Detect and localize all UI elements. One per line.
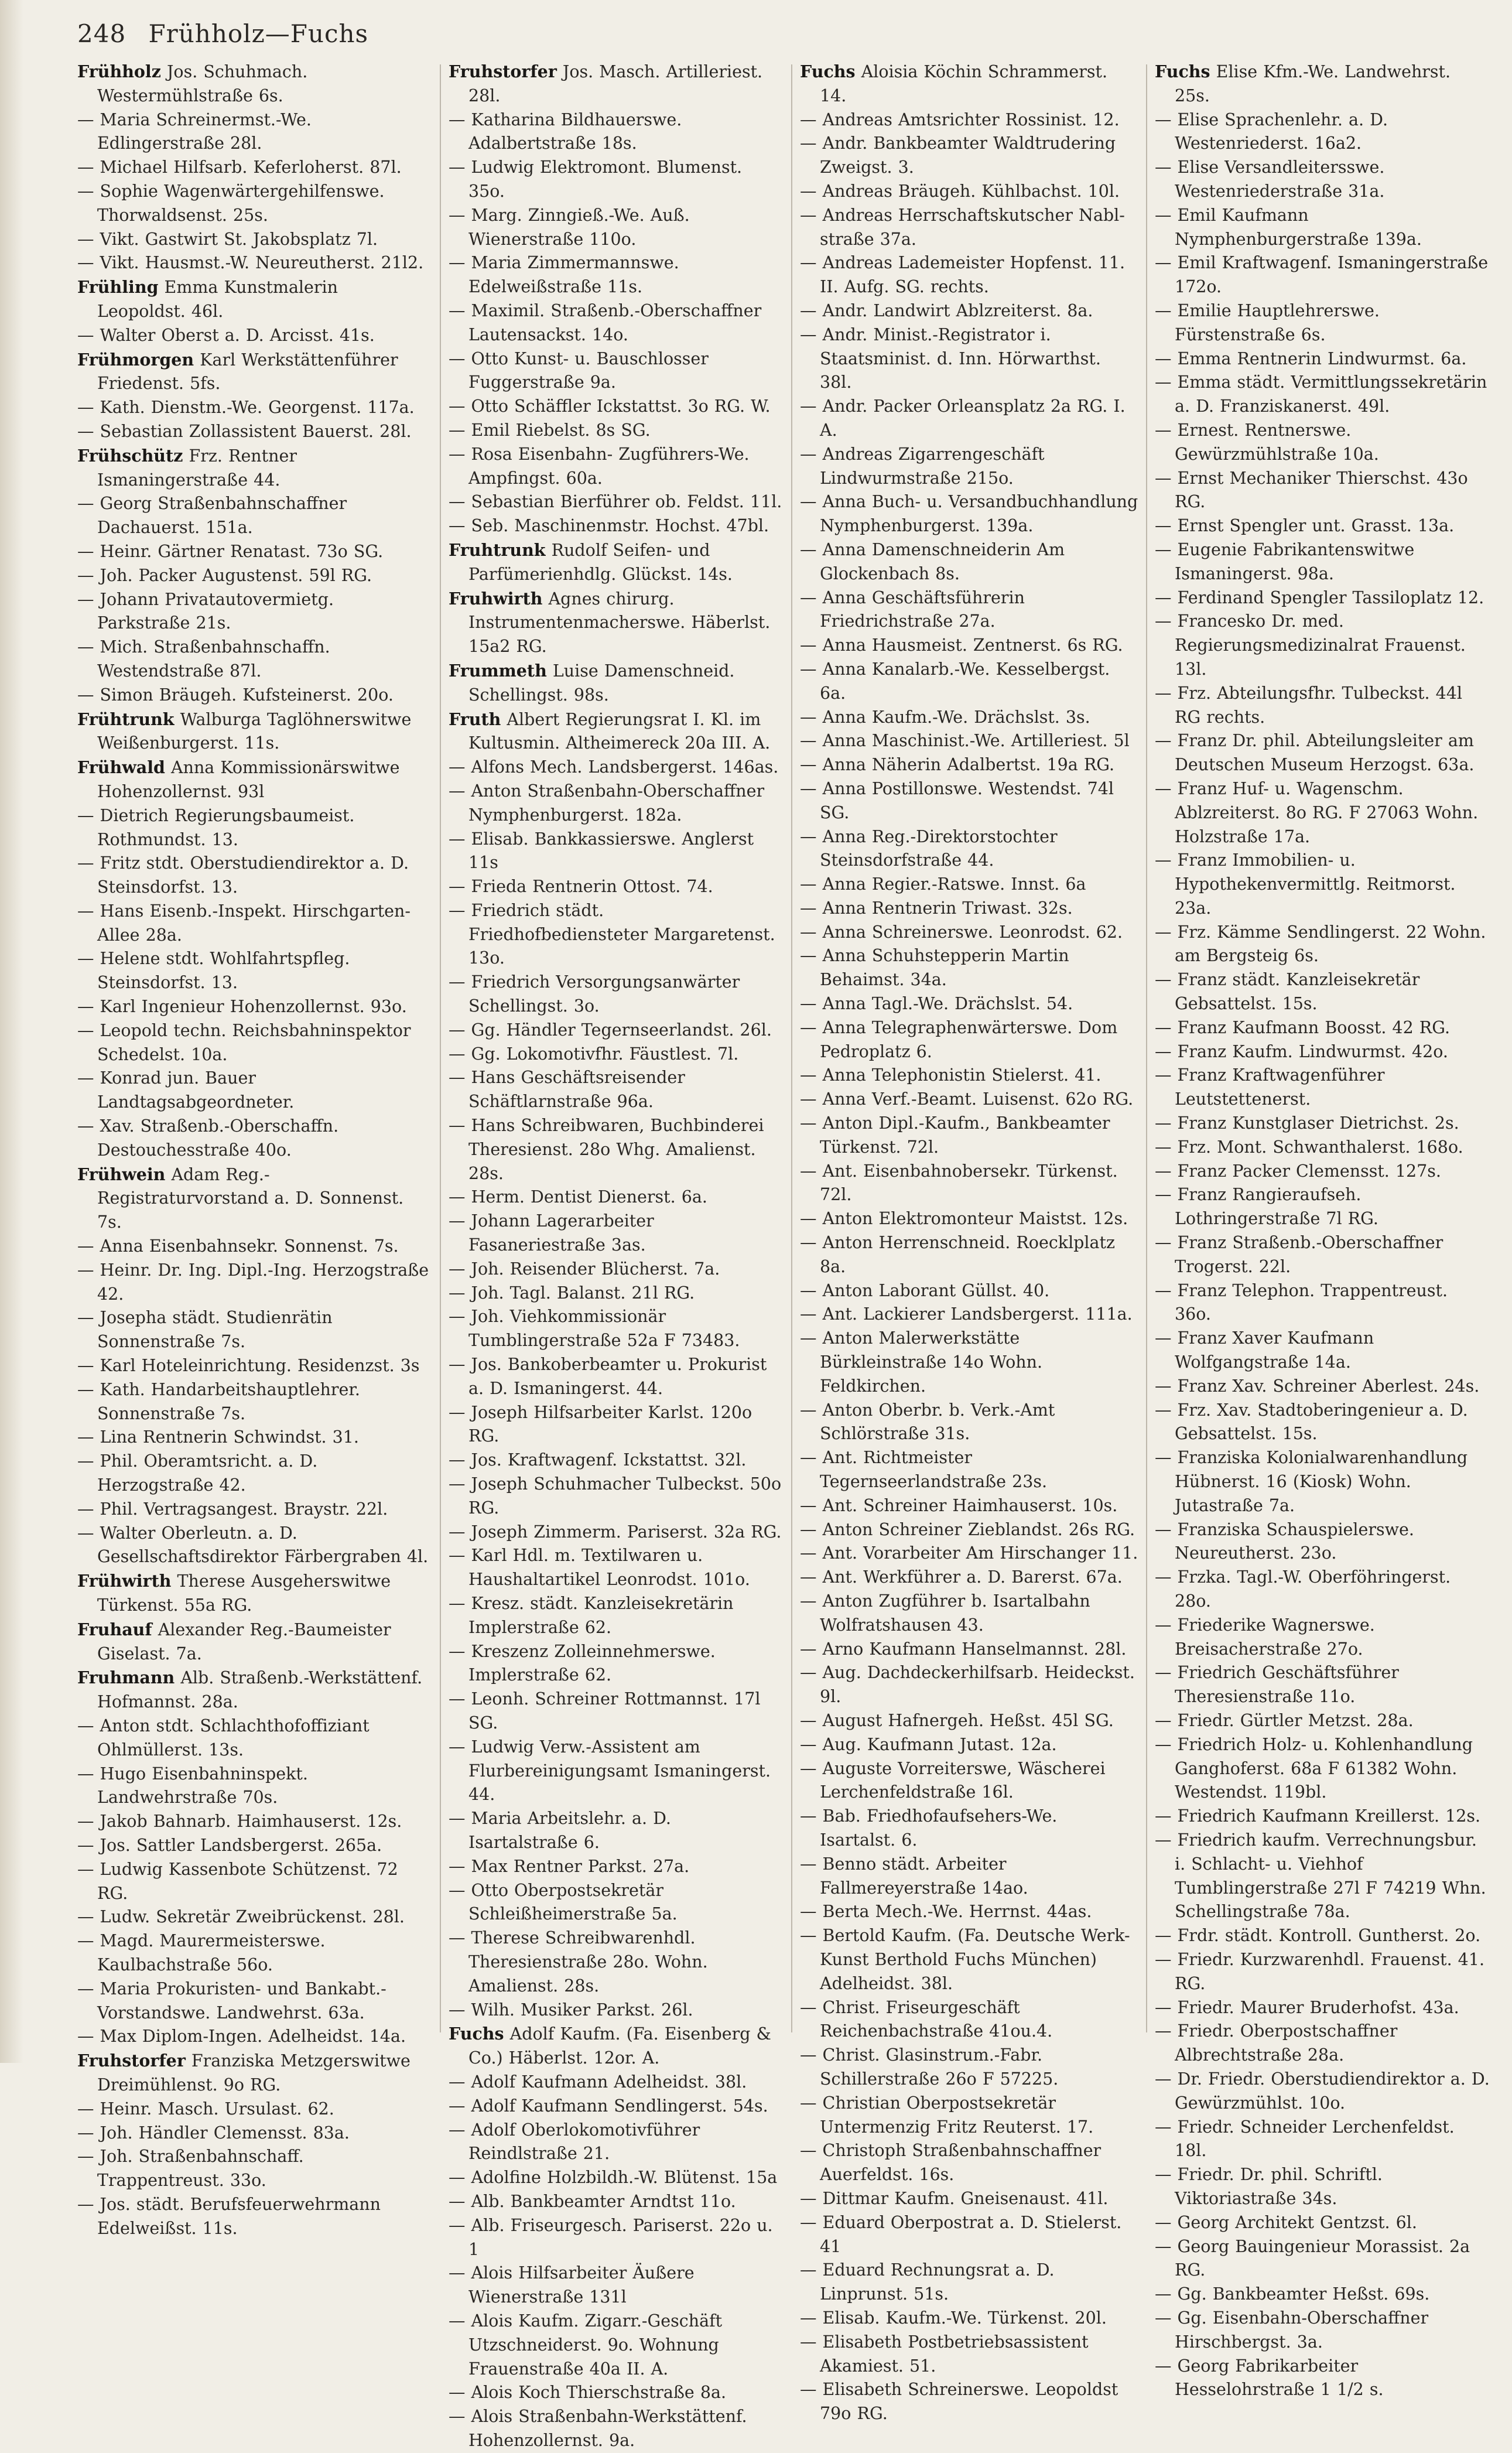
directory-entry: — Friedr. Schneider Lerchenfeldst. 18l.	[1155, 2117, 1455, 2161]
directory-entry: Fruhauf Alexander Reg.-Baumeister Giselast. 7a.	[77, 1619, 391, 1663]
directory-entry: — Anna Telephonistin Stielerst. 41.	[800, 1065, 1101, 1085]
directory-entry: Fruhmann Alb. Straßenb.-Werkstättenf. Hofmannst. 28a.	[77, 1668, 423, 1712]
directory-entry: — Heinr. Dr. Ing. Dipl.-Ing. Herzogstraße 42.	[77, 1260, 429, 1304]
directory-entry: — Eduard Oberpostrat a. D. Stielerst. 41	[800, 2212, 1122, 2256]
directory-entry: — Aug. Dachdeckerhilfsarb. Heideckst. 9l.	[800, 1663, 1135, 1707]
directory-entry: — Max Diplom-Ingen. Adelheidst. 14a.	[77, 2027, 406, 2047]
directory-entry: — Anna Schuhstepperin Martin Behaimst. 34a.	[800, 946, 1069, 990]
directory-entry: — Auguste Vorreiterswe, Wäscherei Lerchenfeldstraße 16l.	[800, 1758, 1106, 1802]
surname: Fuchs	[449, 2024, 504, 2044]
directory-entry: — Anton Straßenbahn-Oberschaffner Nymphenburgerst. 182a.	[449, 781, 765, 825]
directory-entry: — Dietrich Regierungsbaumeist. Rothmundst. 13.	[77, 805, 355, 849]
directory-entry: — Johann Lagerarbeiter Fasaneriestraße 3as.	[449, 1211, 654, 1255]
directory-entry: — Hans Eisenb.-Inspekt. Hirschgarten-Allee 28a.	[77, 901, 411, 945]
directory-entry: — Jos. Kraftwagenf. Ickstattst. 32l.	[449, 1450, 747, 1470]
directory-entry: — Leonh. Schreiner Rottmannst. 17l SG.	[449, 1689, 761, 1733]
directory-entry: — Joseph Schuhmacher Tulbeckst. 50o RG.	[449, 1474, 782, 1518]
directory-entry: Fruhstorfer Franziska Metzgerswitwe Dreimühlenst. 9o RG.	[77, 2051, 411, 2095]
directory-entry: — Gg. Eisenbahn-Oberschaffner Hirschbergst. 3a.	[1155, 2308, 1429, 2352]
directory-entry: Fuchs Elise Kfm.-We. Landwehrst. 25s.	[1155, 62, 1451, 105]
directory-entry: — Adolf Kaufmann Sendlingerst. 54s.	[449, 2096, 768, 2116]
directory-entry: — Anna Eisenbahnsekr. Sonnenst. 7s.	[77, 1236, 399, 1256]
directory-entry: — Jos. städt. Berufsfeuerwehrmann Edelweißst. 11s.	[77, 2194, 381, 2238]
directory-entry: — Mich. Straßenbahnschaffn. Westendstraße 87l.	[77, 637, 330, 681]
directory-entry: — Anton Malerwerkstätte Bürkleinstraße 14o Wohn. Feldkirchen.	[800, 1328, 1043, 1396]
directory-entry: — Andr. Minist.-Registrator i. Staatsminist. d. Inn. Hörwarthst. 38l.	[800, 324, 1101, 392]
column-2	[449, 60, 784, 2450]
directory-entry: — Franz Immobilien- u. Hypothekenvermittlg. Reitmorst. 23a.	[1155, 850, 1456, 918]
directory-entry: — Kath. Handarbeitshauptlehrer. Sonnenstraße 7s.	[77, 1379, 360, 1423]
directory-entry: — Walter Oberleutn. a. D. Gesellschaftsdirektor Färbergraben 4l.	[77, 1523, 429, 1567]
directory-entry: — Leopold techn. Reichsbahninspektor Schedelst. 10a.	[77, 1020, 411, 1064]
directory-entry: — Anna Rentnerin Triwast. 32s.	[800, 898, 1073, 918]
directory-entry: — Marg. Zinngieß.-We. Auß. Wienerstraße 110o.	[449, 205, 690, 249]
directory-entry: — Jos. Bankoberbeamter u. Prokurist a. D. Ismaningerst. 44.	[449, 1355, 767, 1398]
directory-entry: — Benno städt. Arbeiter Fallmereyerstraße 14ao.	[800, 1854, 1028, 1898]
scan-shadow	[0, 0, 23, 2063]
directory-entry: — Berta Mech.-We. Herrnst. 44as.	[800, 1902, 1092, 1922]
directory-entry: — Elisab. Kaufm.-We. Türkenst. 20l.	[800, 2308, 1107, 2328]
directory-entry: — Anna Kaufm.-We. Drächslst. 3s.	[800, 707, 1090, 727]
directory-entry: — Ant. Vorarbeiter Am Hirschanger 11.	[800, 1543, 1138, 1563]
directory-entry: — Joh. Händler Clemensst. 83a.	[77, 2123, 350, 2143]
directory-entry: — Alois Kaufm. Zigarr.-Geschäft Utzschneiderst. 9o. Wohnung Frauenstraße 40a II. A.	[449, 2311, 723, 2379]
directory-entry: — Katharina Bildhauerswe. Adalbertstraße 18s.	[449, 110, 682, 153]
directory-entry: — Anna Kanalarb.-We. Kesselbergst. 6a.	[800, 659, 1110, 703]
directory-entry: — Anton Schreiner Zieblandst. 26s RG.	[800, 1519, 1135, 1539]
directory-entry: — Bab. Friedhofaufsehers-We. Isartalst. 6.	[800, 1806, 1058, 1850]
directory-entry: — Friedrich Kaufmann Kreillerst. 12s.	[1155, 1806, 1481, 1826]
directory-entry: Fuchs Adolf Kaufm. (Fa. Eisenberg & Co.) Häberlst. 12or. A.	[449, 2024, 771, 2068]
page-number: 248	[77, 19, 126, 48]
directory-entry: — Jakob Bahnarb. Haimhauserst. 12s.	[77, 1812, 402, 1832]
directory-entry: — Maria Prokuristen- und Bankabt.-Vorstandswe. Landwehrst. 63a.	[77, 1979, 386, 2022]
directory-entry: Frühwein Adam Reg.-Registraturvorstand a. D. Sonnenst. 7s.	[77, 1164, 404, 1232]
directory-entry: — Hans Schreibwaren, Buchbinderei Theresienst. 28o Whg. Amalienst. 28s.	[449, 1116, 764, 1183]
directory-entry: — Ernst Spengler unt. Grasst. 13a.	[1155, 516, 1455, 536]
directory-entry: — Anna Hausmeist. Zentnerst. 6s RG.	[800, 636, 1123, 655]
directory-entry: — Anna Damenschneiderin Am Glockenbach 8s.	[800, 539, 1065, 583]
directory-entry: — Otto Oberpostsekretär Schleißheimerstraße 5a.	[449, 1880, 678, 1924]
directory-entry: — Friedr. Maurer Bruderhofst. 43a.	[1155, 1997, 1459, 2017]
directory-entry: Fruhtrunk Rudolf Seifen- und Parfümerienhdlg. Glückst. 14s.	[449, 539, 733, 584]
directory-entry: — Franz Kaufmann Boosst. 42 RG.	[1155, 1017, 1451, 1037]
directory-entry: — Friedrich Holz- u. Kohlenhandlung Ganghoferst. 68a F 61382 Wohn. Westendst. 119bl.	[1155, 1734, 1473, 1802]
directory-entry: — Christ. Glasinstrum.-Fabr. Schillerstraße 26o F 57225.	[800, 2045, 1059, 2089]
surname: Frühwald	[77, 757, 165, 778]
directory-entry: — Georg Straßenbahnschaffner Dachauerst. 151a.	[77, 494, 347, 538]
directory-entry: — Franz städt. Kanzleisekretär Gebsattelst. 15s.	[1155, 970, 1420, 1014]
directory-entry: — Vikt. Hausmst.-W. Neureutherst. 21l2.	[77, 253, 424, 273]
directory-entry: — Joseph Zimmerm. Pariserst. 32a RG.	[449, 1522, 782, 1542]
directory-entry: — Anna Reg.-Direktorstochter Steinsdorfstraße 44.	[800, 826, 1058, 870]
directory-entry: — Elise Versandleitersswe. Westenriederstraße 31a.	[1155, 158, 1385, 201]
directory-entry: — Ant. Werkführer a. D. Barerst. 67a.	[800, 1567, 1123, 1587]
directory-entry: — Otto Schäffler Ickstattst. 3o RG. W.	[449, 397, 771, 416]
directory-entry: — Ludwig Elektromont. Blumenst. 35o.	[449, 158, 743, 201]
directory-entry: — Joh. Viehkommissionär Tumblingerstraße 52a F 73483.	[449, 1307, 740, 1351]
directory-entry: Frühling Emma Kunstmalerin Leopoldst. 46l.	[77, 277, 338, 321]
directory-entry: — Franz Xaver Kaufmann Wolfgangstraße 14a.	[1155, 1328, 1374, 1372]
surname: Frühtrunk	[77, 709, 175, 729]
directory-entry: — Xav. Straßenb.-Oberschaffn. Destouchesstraße 40o.	[77, 1116, 339, 1160]
directory-entry: — Wilh. Musiker Parkst. 26l.	[449, 2000, 693, 2020]
directory-entry: — Gg. Lokomotivfhr. Fäustlest. 7l.	[449, 1044, 739, 1064]
directory-entry: — Kreszenz Zolleinnehmerswe. Implerstraße 62.	[449, 1641, 716, 1685]
directory-entry: — Anna Geschäftsführerin Friedrichstraße 27a.	[800, 587, 1025, 631]
directory-entry: — Franz Packer Clemensst. 127s.	[1155, 1161, 1441, 1181]
directory-entry: — Joh. Packer Augustenst. 59l RG.	[77, 565, 372, 585]
directory-entry: — Hugo Eisenbahninspekt. Landwehrstraße 70s.	[77, 1764, 308, 1808]
directory-entry: — Eugenie Fabrikantenswitwe Ismaningerst. 98a.	[1155, 539, 1415, 583]
surname: Fruhstorfer	[77, 2051, 186, 2071]
directory-entry: — Phil. Vertragsangest. Braystr. 22l.	[77, 1499, 388, 1519]
surname: Fruhstorfer	[449, 62, 557, 81]
directory-entry: — Frz. Xav. Stadtoberingenieur a. D. Gebsattelst. 15s.	[1155, 1400, 1468, 1444]
directory-entry: — Emil Kaufmann Nymphenburgerstraße 139a.	[1155, 205, 1422, 249]
directory-entry: — Anna Verf.-Beamt. Luisenst. 62o RG.	[800, 1089, 1134, 1109]
directory-entry: — Lina Rentnerin Schwindst. 31.	[77, 1427, 359, 1447]
directory-entry: — Franz Kaufm. Lindwurmst. 42o.	[1155, 1041, 1448, 1061]
directory-entry: — Ant. Eisenbahnobersekr. Türkenst. 72l.	[800, 1161, 1118, 1205]
directory-entry: — Franziska Kolonialwarenhandlung Hübnerst. 16 (Kiosk) Wohn. Jutastraße 7a.	[1155, 1448, 1468, 1515]
directory-entry: — Ernst Mechaniker Thierschst. 43o RG.	[1155, 468, 1468, 512]
directory-entry: — Alb. Bankbeamter Arndtst 11o.	[449, 2191, 736, 2211]
directory-entry: — Franziska Schauspielerswe. Neureutherst. 23o.	[1155, 1519, 1414, 1563]
directory-entry: — Dr. Friedr. Oberstudiendirektor a. D. Gewürzmühlst. 10o.	[1155, 2069, 1490, 2113]
directory-entry: — Phil. Oberamtsricht. a. D. Herzogstraße 42.	[77, 1451, 318, 1495]
directory-entry: — Anton Laborant Güllst. 40.	[800, 1280, 1050, 1300]
directory-entry: — Johann Privatautovermietg. Parkstraße 21s.	[77, 589, 334, 633]
directory-entry: — Elise Sprachenlehr. a. D. Westenriederst. 16a2.	[1155, 110, 1388, 153]
directory-entry: — Emilie Hauptlehrerswe. Fürstenstraße 6s.	[1155, 300, 1380, 344]
directory-entry: — Friederike Wagnerswe. Breisacherstraße 27o.	[1155, 1615, 1375, 1659]
directory-entry: — Walter Oberst a. D. Arcisst. 41s.	[77, 325, 375, 345]
directory-entry: Frühwirth Therese Ausgeherswitwe Türkenst. 55a RG.	[77, 1571, 391, 1615]
surname: Frummeth	[449, 660, 547, 681]
directory-entry: — Bertold Kaufm. (Fa. Deutsche Werk-Kunst Berthold Fuchs München) Adelheidst. 38l.	[800, 1926, 1130, 1993]
column-divider	[791, 64, 792, 2032]
directory-entry: — Alois Straßenbahn-Werkstättenf. Hohenzollernst. 9a.	[449, 2407, 747, 2450]
directory-entry: — Franz Kunstglaser Dietrichst. 2s.	[1155, 1113, 1459, 1133]
directory-entry: — Gg. Bankbeamter Heßst. 69s.	[1155, 2284, 1430, 2304]
directory-entry: — Alb. Friseurgesch. Pariserst. 22o u. 1	[449, 2215, 773, 2259]
directory-entry: — Herm. Dentist Dienerst. 6a.	[449, 1187, 707, 1207]
directory-entry: — Heinr. Masch. Ursulast. 62.	[77, 2099, 334, 2119]
directory-entry: Fuchs Aloisia Köchin Schrammerst. 14.	[800, 62, 1108, 105]
surname: Frühschütz	[77, 445, 183, 466]
surname: Fuchs	[1155, 62, 1210, 81]
directory-entry: — Emil Kraftwagenf. Ismaningerstraße 172o.	[1155, 253, 1489, 297]
directory-entry: — Joh. Straßenbahnschaff. Trappentreust. 33o.	[77, 2147, 304, 2191]
directory-entry: — Friedr. Kurzwarenhdl. Frauenst. 41. RG.	[1155, 1949, 1485, 1993]
directory-entry: — Josepha städt. Studienrätin Sonnenstraße 7s.	[77, 1308, 333, 1352]
directory-entry: — Karl Ingenieur Hohenzollernst. 93o.	[77, 997, 407, 1017]
directory-entry: — Anna Buch- u. Versandbuchhandlung Nymphenburgerst. 139a.	[800, 492, 1138, 536]
directory-entry: Frühholz Jos. Schuhmach. Westermühlstraße 6s.	[77, 62, 308, 105]
directory-entry: — Andreas Zigarrengeschäft Lindwurmstraße 215o.	[800, 444, 1045, 488]
directory-entry: — Maria Arbeitslehr. a. D. Isartalstraße 6.	[449, 1809, 671, 1852]
directory-entry: — Andreas Lademeister Hopfenst. 11. II. Aufg. SG. rechts.	[800, 253, 1126, 297]
column-divider	[1146, 64, 1147, 2032]
directory-entry: — Anton Dipl.-Kaufm., Bankbeamter Türkenst. 72l.	[800, 1113, 1110, 1157]
directory-entry: — Joh. Reisender Blücherst. 7a.	[449, 1259, 720, 1279]
directory-entry: — Friedrich städt. Friedhofbediensteter Margaretenst. 13o.	[449, 900, 775, 968]
directory-entry: — Friedr. Oberpostschaffner Albrechtstraße 28a.	[1155, 2021, 1398, 2065]
directory-entry: — Karl Hoteleinrichtung. Residenzst. 3s	[77, 1356, 420, 1376]
directory-entry: — Elisabeth Postbetriebsassistent Akamiest. 51.	[800, 2332, 1089, 2376]
directory-entry: — Georg Bauingenieur Morassist. 2a RG.	[1155, 2236, 1470, 2280]
page-header	[77, 18, 368, 50]
surname: Frühholz	[77, 62, 161, 81]
directory-entry: — Ludwig Verw.-Assistent am Flurbereinigungsamt Ismaningerst. 44.	[449, 1737, 771, 1805]
surname: Frühling	[77, 277, 159, 298]
directory-entry: — Rosa Eisenbahn- Zugführers-We. Ampfingst. 60a.	[449, 444, 750, 488]
directory-entry: Frühtrunk Walburga Taglöhnerswitwe Weißenburgerst. 11s.	[77, 709, 412, 753]
directory-entry: — Anna Schreinerswe. Leonrodst. 62.	[800, 922, 1123, 942]
directory-entry: — Frdr. städt. Kontroll. Guntherst. 2o.	[1155, 1926, 1481, 1946]
directory-entry: — Christian Oberpostsekretär Untermenzig Fritz Reuterst. 17.	[800, 2093, 1094, 2137]
directory-entry: — Maria Zimmermannswe. Edelweißstraße 11s.	[449, 253, 679, 297]
directory-entry: — Michael Hilfsarb. Keferloherst. 87l.	[77, 158, 402, 177]
directory-entry: — Andr. Bankbeamter Waldtrudering Zweigst. 3.	[800, 134, 1116, 177]
running-title: Frühholz—Fuchs	[148, 19, 369, 48]
directory-entry: — Friedrich Versorgungsanwärter Schellingst. 3o.	[449, 972, 740, 1016]
directory-entry: — Joh. Tagl. Balanst. 21l RG.	[449, 1283, 695, 1303]
directory-entry: — Anna Telegraphenwärterswe. Dom Pedroplatz 6.	[800, 1017, 1118, 1061]
surname: Fruth	[449, 709, 501, 729]
directory-entry: — Franz Telephon. Trappentreust. 36o.	[1155, 1280, 1448, 1324]
surname: Fruhtrunk	[449, 539, 546, 560]
directory-entry: — Fritz stdt. Oberstudiendirektor a. D. Steinsdorfst. 13.	[77, 853, 409, 897]
directory-entry: — Elisab. Bankkassierswe. Anglerst 11s	[449, 829, 754, 873]
directory-entry: — Maximil. Straßenb.-Oberschaffner Lautensackst. 14o.	[449, 300, 762, 344]
directory-entry: — Frz. Kämme Sendlingerst. 22 Wohn. am Bergsteig 6s.	[1155, 922, 1486, 966]
directory-entry: — Franz Dr. phil. Abteilungsleiter am Deutschen Museum Herzogst. 63a.	[1155, 731, 1475, 775]
directory-entry: — Anna Regier.-Ratswe. Innst. 6a	[800, 874, 1086, 894]
directory-entry: — Andr. Landwirt Ablzreiterst. 8a.	[800, 300, 1093, 320]
directory-entry: — Ant. Lackierer Landsbergerst. 111a.	[800, 1304, 1133, 1324]
directory-entry: — Therese Schreibwarenhdl. Theresienstraße 28o. Wohn. Amalienst. 28s.	[449, 1928, 708, 1996]
directory-entry: Frummeth Luise Damenschneid. Schellingst. 98s.	[449, 660, 735, 705]
directory-entry: — Frieda Rentnerin Ottost. 74.	[449, 877, 713, 897]
directory-entry: — Ernest. Rentnerswe. Gewürzmühlstraße 10a.	[1155, 420, 1379, 464]
directory-entry: Fruhstorfer Jos. Masch. Artilleriest. 28l.	[449, 62, 763, 105]
directory-entry: — Anton stdt. Schlachthofoffiziant Ohlmüllerst. 13s.	[77, 1716, 370, 1760]
directory-entry: — Anna Postillonswe. Westendst. 74l SG.	[800, 778, 1114, 822]
directory-entry: Frühmorgen Karl Werkstättenführer Friedenst. 5fs.	[77, 349, 398, 394]
column-divider	[440, 64, 441, 2032]
directory-entry: — Adolf Kaufmann Adelheidst. 38l.	[449, 2072, 747, 2092]
directory-entry: — Georg Architekt Gentzst. 6l.	[1155, 2212, 1417, 2232]
directory-entry: Fruhwirth Agnes chirurg. Instrumentenmacherswe. Häberlst. 15a2 RG.	[449, 588, 771, 657]
directory-entry: — Maria Schreinermst.-We. Edlingerstraße 28l.	[77, 110, 312, 153]
directory-entry: — Kath. Dienstm.-We. Georgenst. 117a.	[77, 398, 415, 418]
directory-entry: — Eduard Rechnungsrat a. D. Linprunst. 51s.	[800, 2260, 1055, 2304]
surname: Fuchs	[800, 62, 856, 81]
directory-entry: — Otto Kunst- u. Bauschlosser Fuggerstraße 9a.	[449, 349, 709, 392]
directory-entry: — Helene stdt. Wohlfahrtspfleg. Steinsdorfst. 13.	[77, 949, 350, 993]
directory-entry: — Hans Geschäftsreisender Schäftlarnstraße 96a.	[449, 1068, 685, 1112]
directory-entry: — Frzka. Tagl.-W. Oberföhringerst. 28o.	[1155, 1567, 1451, 1611]
directory-entry: — Friedr. Dr. phil. Schriftl. Viktoriastraße 34s.	[1155, 2165, 1383, 2208]
directory-entry: — Andr. Packer Orleansplatz 2a RG. I. A.	[800, 397, 1126, 440]
directory-entry: — Frz. Mont. Schwanthalerst. 168o.	[1155, 1137, 1463, 1157]
directory-entry: — Adolfine Holzbildh.-W. Blütenst. 15a	[449, 2168, 778, 2188]
directory-entry: — Seb. Maschinenmstr. Hochst. 47bl.	[449, 516, 769, 536]
directory-entry: — Joseph Hilfsarbeiter Karlst. 120o RG.	[449, 1402, 752, 1446]
directory-entry: — Andreas Bräugeh. Kühlbachst. 10l.	[800, 181, 1120, 201]
directory-entry: — Anna Tagl.-We. Drächslst. 54.	[800, 994, 1073, 1014]
directory-entry: — Ludwig Kassenbote Schützenst. 72 RG.	[77, 1859, 398, 1903]
directory-entry: — Anna Näherin Adalbertst. 19a RG.	[800, 755, 1115, 775]
directory-entry: — Konrad jun. Bauer Landtagsabgeordneter.	[77, 1068, 295, 1112]
directory-entry: — Andreas Herrschaftskutscher Nabl-straße 37a.	[800, 205, 1125, 249]
directory-entry: — Anton Zugführer b. Isartalbahn Wolfratshausen 43.	[800, 1591, 1090, 1635]
directory-entry: — Magd. Maurermeisterswe. Kaulbachstraße 56o.	[77, 1931, 326, 1974]
directory-entry: — Emma Rentnerin Lindwurmst. 6a.	[1155, 349, 1467, 368]
directory-entry: — Anton Herrenschneid. Roecklplatz 8a.	[800, 1233, 1116, 1276]
directory-entry: — Ferdinand Spengler Tassiloplatz 12.	[1155, 587, 1484, 607]
column-1	[77, 60, 431, 2238]
directory-entry: — Franz Xav. Schreiner Aberlest. 24s.	[1155, 1376, 1480, 1396]
directory-entry: — Franz Straßenb.-Oberschaffner Trogerst. 22l.	[1155, 1233, 1443, 1276]
directory-entry: Frühwald Anna Kommissionärswitwe Hohenzollernst. 93l	[77, 757, 400, 801]
directory-entry: — Sebastian Bierführer ob. Feldst. 11l.	[449, 492, 782, 512]
directory-entry: — Jos. Sattler Landsbergerst. 265a.	[77, 1835, 382, 1855]
directory-entry: — Alois Koch Thierschstraße 8a.	[449, 2383, 727, 2403]
column-4	[1155, 60, 1490, 2400]
surname: Fruhmann	[77, 1668, 175, 1688]
directory-entry: — Alois Hilfsarbeiter Äußere Wienerstraße 131l	[449, 2263, 695, 2307]
directory-entry: — Gg. Händler Tegernseerlandst. 26l.	[449, 1020, 772, 1040]
directory-entry: — Anton Oberbr. b. Verk.-Amt Schlörstraße 31s.	[800, 1400, 1055, 1444]
column-3	[800, 60, 1138, 2424]
directory-entry: Frühschütz Frz. Rentner Ismaningerstraße 44.	[77, 445, 297, 490]
directory-entry: — Christoph Straßenbahnschaffner Auerfeldst. 16s.	[800, 2141, 1101, 2185]
directory-entry: — Ludw. Sekretär Zweibrückenst. 28l.	[77, 1907, 405, 1927]
directory-entry: — Ant. Schreiner Haimhauserst. 10s.	[800, 1495, 1118, 1515]
directory-entry: — Friedr. Gürtler Metzst. 28a.	[1155, 1710, 1414, 1730]
directory-entry: Fruth Albert Regierungsrat I. Kl. im Kultusmin. Altheimereck 20a III. A.	[449, 709, 771, 753]
directory-entry: — Karl Hdl. m. Textilwaren u. Haushaltartikel Leonrodst. 101o.	[449, 1546, 750, 1590]
directory-entry: — Simon Bräugeh. Kufsteinerst. 20o.	[77, 685, 394, 705]
directory-entry: — Emma städt. Vermittlungssekretärin a. D. Franziskanerst. 49l.	[1155, 373, 1487, 416]
directory-entry: — Franz Huf- u. Wagenschm. Ablzreiterst. 8o RG. F 27063 Wohn. Holzstraße 17a.	[1155, 778, 1479, 846]
directory-entry: — Anton Elektromonteur Maistst. 12s.	[800, 1209, 1128, 1229]
directory-entry: — Franz Rangieraufseh. Lothringerstraße 7l RG.	[1155, 1185, 1378, 1229]
directory-entry: — Kresz. städt. Kanzleisekretärin Implerstraße 62.	[449, 1594, 734, 1637]
directory-entry: — Alfons Mech. Landsbergerst. 146as.	[449, 757, 779, 777]
directory-entry: — Sophie Wagenwärtergehilfenswe. Thorwaldsenst. 25s.	[77, 181, 385, 225]
surname: Fruhauf	[77, 1619, 152, 1639]
directory-entry: — Max Rentner Parkst. 27a.	[449, 1856, 690, 1876]
directory-entry: — Emil Riebelst. 8s SG.	[449, 420, 651, 440]
directory-entry: — Francesko Dr. med. Regierungsmedizinalrat Frauenst. 13l.	[1155, 611, 1466, 679]
surname: Frühwirth	[77, 1571, 172, 1591]
directory-entry: — Dittmar Kaufm. Gneisenaust. 41l.	[800, 2188, 1109, 2208]
directory-entry: — Friedrich Geschäftsführer Theresienstraße 11o.	[1155, 1663, 1399, 1707]
directory-entry: — August Hafnergeh. Heßst. 45l SG.	[800, 1710, 1114, 1730]
surname: Frühmorgen	[77, 349, 194, 370]
directory-entry: — Christ. Friseurgeschäft Reichenbachstraße 41ou.4.	[800, 1997, 1053, 2041]
directory-entry: — Elisabeth Schreinerswe. Leopoldst 79o RG.	[800, 2380, 1118, 2424]
directory-entry: — Franz Kraftwagenführer Leutstettenerst.	[1155, 1065, 1385, 1109]
surname: Fruhwirth	[449, 588, 543, 609]
directory-entry: — Arno Kaufmann Hanselmannst. 28l.	[800, 1639, 1127, 1659]
directory-entry: — Sebastian Zollassistent Bauerst. 28l.	[77, 421, 412, 441]
directory-entry: — Heinr. Gärtner Renatast. 73o SG.	[77, 541, 384, 561]
directory-entry: — Adolf Oberlokomotivführer Reindlstraße 21.	[449, 2120, 700, 2164]
directory-entry: — Ant. Richtmeister Tegernseerlandstraße 23s.	[800, 1448, 1048, 1492]
directory-entry: — Vikt. Gastwirt St. Jakobsplatz 7l.	[77, 229, 378, 249]
directory-entry: — Frz. Abteilungsfhr. Tulbeckst. 44l RG rechts.	[1155, 683, 1462, 727]
directory-entry: — Georg Fabrikarbeiter Hesselohrstraße 1 1/2 s.	[1155, 2356, 1384, 2400]
surname: Frühwein	[77, 1164, 166, 1184]
directory-entry: — Anna Maschinist.-We. Artilleriest. 5l	[800, 731, 1130, 751]
directory-entry: — Friedrich kaufm. Verrechnungsbur. i. Schlacht- u. Viehhof Tumblingerstraße 27l F 74219 Whn. Schellingstraße 78a.	[1155, 1830, 1486, 1922]
directory-entry: — Aug. Kaufmann Jutast. 12a.	[800, 1734, 1057, 1754]
directory-entry: — Andreas Amtsrichter Rossinist. 12.	[800, 110, 1120, 129]
